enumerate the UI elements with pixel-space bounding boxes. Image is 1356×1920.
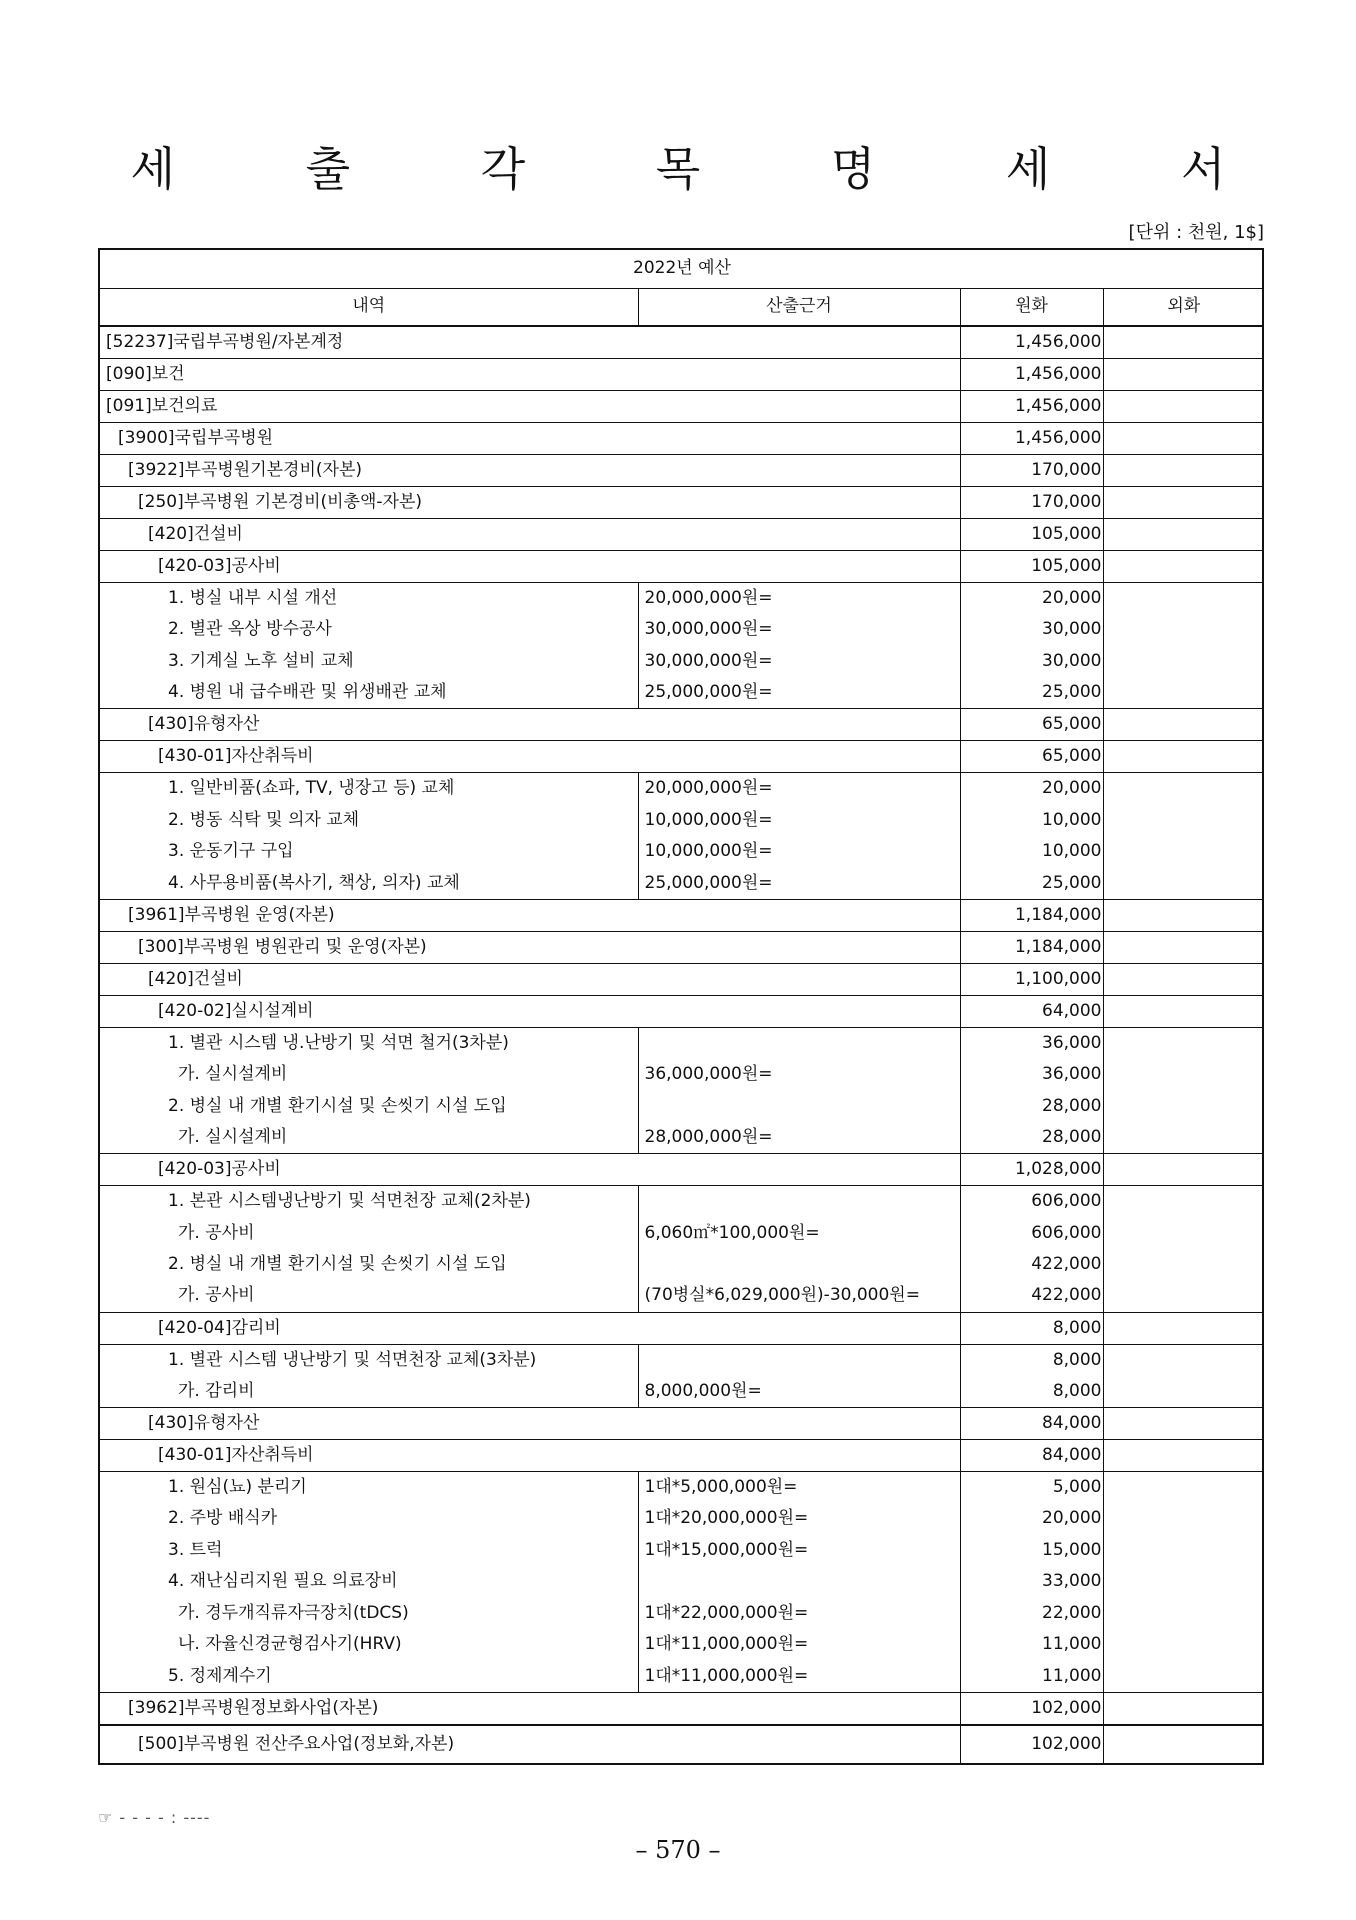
table-row — [100, 1725, 1264, 1763]
row-item: 가. 공사비 — [178, 1222, 255, 1243]
row-krw: 5,000 — [960, 1471, 1103, 1503]
table-row — [100, 931, 1264, 963]
row-krw: 8,000 — [960, 1376, 1103, 1408]
row-fx — [1103, 995, 1264, 1027]
row-fx — [1103, 1725, 1264, 1763]
row-item: 1. 본관 시스템냉난방기 및 석면천장 교체(2차분) — [100, 1186, 638, 1218]
row-basis: 28,000,000원= — [638, 1122, 960, 1154]
row-basis: 20,000,000원= — [638, 583, 960, 615]
row-basis — [638, 1344, 960, 1376]
row-fx — [1103, 423, 1264, 455]
row-krw: 20,000 — [960, 583, 1103, 615]
row-fx — [1103, 1090, 1264, 1122]
table-row — [100, 709, 1264, 741]
row-item: [420]건설비 — [100, 519, 960, 551]
row-fx — [1103, 773, 1264, 805]
row-item: [3900]국립부곡병원 — [100, 423, 960, 455]
row-fx — [1103, 455, 1264, 487]
row-fx — [1103, 487, 1264, 519]
table-row — [100, 1059, 1264, 1091]
row-fx — [1103, 741, 1264, 773]
row-fx — [1103, 836, 1264, 868]
row-fx — [1103, 1503, 1264, 1535]
column-header-item: 내역 — [100, 288, 638, 326]
row-item: [300]부곡병원 병원관리 및 운영(자본) — [100, 931, 960, 963]
row-fx — [1103, 1059, 1264, 1091]
row-item: [420]건설비 — [100, 963, 960, 995]
row-krw: 15,000 — [960, 1534, 1103, 1566]
table-row — [100, 1154, 1264, 1186]
table-row — [100, 1439, 1264, 1471]
table-row — [100, 1566, 1264, 1598]
row-fx — [1103, 963, 1264, 995]
column-header-fx: 외화 — [1103, 288, 1264, 326]
row-item: [430-01]자산취득비 — [100, 1439, 960, 1471]
row-fx — [1103, 1027, 1264, 1059]
row-krw: 22,000 — [960, 1598, 1103, 1630]
row-item: [420-03]공사비 — [100, 1154, 960, 1186]
row-krw: 1,100,000 — [960, 963, 1103, 995]
row-krw: 606,000 — [960, 1186, 1103, 1218]
row-krw: 105,000 — [960, 519, 1103, 551]
row-fx — [1103, 1692, 1264, 1725]
row-item: 가. 실시설계비 — [178, 1127, 288, 1148]
row-item: [250]부곡병원 기본경비(비총액-자본) — [100, 487, 960, 519]
row-krw: 36,000 — [960, 1027, 1103, 1059]
table-row — [100, 1534, 1264, 1566]
row-item: 4. 사무용비품(복사기, 책상, 의자) 교체 — [168, 872, 460, 893]
row-basis: 10,000,000원= — [638, 836, 960, 868]
row-basis: 8,000,000원= — [638, 1376, 960, 1408]
column-header-basis: 산출근거 — [638, 288, 960, 326]
row-krw: 170,000 — [960, 455, 1103, 487]
row-krw: 1,456,000 — [960, 326, 1103, 359]
row-fx — [1103, 1280, 1264, 1312]
row-fx — [1103, 583, 1264, 615]
row-krw: 1,184,000 — [960, 899, 1103, 931]
row-item: 2. 병동 식탁 및 의자 교체 — [168, 809, 360, 830]
row-item: 3. 트럭 — [168, 1539, 223, 1560]
row-fx — [1103, 1439, 1264, 1471]
row-fx — [1103, 677, 1264, 709]
row-basis: 1대*15,000,000원= — [638, 1534, 960, 1566]
row-fx — [1103, 931, 1264, 963]
table-row — [100, 1407, 1264, 1439]
row-basis: 36,000,000원= — [638, 1059, 960, 1091]
table-row — [100, 773, 1264, 805]
table-row — [100, 1122, 1264, 1154]
row-item: [3961]부곡병원 운영(자본) — [100, 899, 960, 931]
table-row — [100, 359, 1264, 391]
document-title: 세 출 각 목 명 세 서 — [130, 142, 1284, 196]
row-fx — [1103, 1154, 1264, 1186]
row-fx — [1103, 1376, 1264, 1408]
row-item: 3. 운동기구 구입 — [168, 841, 294, 862]
row-basis: (70병실*6,029,000원)-30,000원= — [638, 1280, 960, 1312]
row-krw: 11,000 — [960, 1629, 1103, 1661]
row-item: [500]부곡병원 전산주요사업(정보화,자본) — [100, 1725, 960, 1763]
row-item: 나. 자율신경균형검사기(HRV) — [178, 1634, 402, 1655]
row-fx — [1103, 1249, 1264, 1281]
row-item: 3. 기계실 노후 설비 교체 — [168, 650, 354, 671]
row-basis: 1대*5,000,000원= — [638, 1471, 960, 1503]
row-krw: 84,000 — [960, 1439, 1103, 1471]
row-fx — [1103, 519, 1264, 551]
row-fx — [1103, 709, 1264, 741]
table-row — [100, 1027, 1264, 1059]
row-fx — [1103, 1312, 1264, 1344]
row-krw: 102,000 — [960, 1725, 1103, 1763]
row-krw: 1,028,000 — [960, 1154, 1103, 1186]
row-item: 2. 별관 옥상 방수공사 — [168, 619, 332, 640]
row-fx — [1103, 1566, 1264, 1598]
row-basis: 1대*20,000,000원= — [638, 1503, 960, 1535]
table-row — [100, 1629, 1264, 1661]
row-basis — [638, 1027, 960, 1059]
table-row — [100, 551, 1264, 583]
row-krw: 422,000 — [960, 1249, 1103, 1281]
row-fx — [1103, 1407, 1264, 1439]
row-basis: 30,000,000원= — [638, 646, 960, 678]
row-basis: 20,000,000원= — [638, 773, 960, 805]
table-row — [100, 899, 1264, 931]
table-row — [100, 487, 1264, 519]
row-fx — [1103, 804, 1264, 836]
row-item: [420-04]감리비 — [100, 1312, 960, 1344]
row-krw: 10,000 — [960, 836, 1103, 868]
table-row — [100, 1471, 1264, 1503]
budget-table-frame — [98, 248, 1264, 1765]
row-fx — [1103, 391, 1264, 423]
row-item: 1. 병실 내부 시설 개선 — [100, 583, 638, 615]
row-basis — [638, 1566, 960, 1598]
row-krw: 1,456,000 — [960, 359, 1103, 391]
table-row — [100, 614, 1264, 646]
row-krw: 30,000 — [960, 646, 1103, 678]
row-basis: 30,000,000원= — [638, 614, 960, 646]
row-item: 2. 병실 내 개별 환기시설 및 손씻기 시설 도입 — [168, 1254, 507, 1275]
row-krw: 170,000 — [960, 487, 1103, 519]
row-krw: 1,184,000 — [960, 931, 1103, 963]
table-row — [100, 963, 1264, 995]
table-row — [100, 677, 1264, 709]
row-basis: 6,060㎡*100,000원= — [638, 1217, 960, 1249]
row-krw: 65,000 — [960, 741, 1103, 773]
row-basis — [638, 1249, 960, 1281]
footnote: ☞ - - - - : ---- — [98, 1808, 211, 1827]
row-fx — [1103, 1661, 1264, 1693]
table-row — [100, 741, 1264, 773]
row-krw: 1,456,000 — [960, 391, 1103, 423]
row-item: [420-02]실시설계비 — [100, 995, 960, 1027]
page-number: – 570 – — [635, 1836, 721, 1864]
row-item: [090]보건 — [100, 359, 960, 391]
row-item: [420-03]공사비 — [100, 551, 960, 583]
table-row — [100, 1249, 1264, 1281]
table-row — [100, 1090, 1264, 1122]
row-krw: 105,000 — [960, 551, 1103, 583]
table-row — [100, 836, 1264, 868]
table-row — [100, 995, 1264, 1027]
row-basis: 1대*22,000,000원= — [638, 1598, 960, 1630]
column-header-krw: 원화 — [960, 288, 1103, 326]
row-krw: 84,000 — [960, 1407, 1103, 1439]
row-item: 가. 공사비 — [178, 1285, 255, 1306]
row-krw: 8,000 — [960, 1312, 1103, 1344]
budget-table — [100, 250, 1264, 1763]
table-row — [100, 646, 1264, 678]
table-row — [100, 868, 1264, 900]
row-krw: 606,000 — [960, 1217, 1103, 1249]
row-item: [3962]부곡병원정보화사업(자본) — [100, 1692, 960, 1725]
table-row — [100, 1661, 1264, 1693]
table-row — [100, 1503, 1264, 1535]
row-fx — [1103, 1629, 1264, 1661]
table-row — [100, 423, 1264, 455]
row-krw: 25,000 — [960, 677, 1103, 709]
row-basis: 1대*11,000,000원= — [638, 1629, 960, 1661]
budget-year-header: 2022년 예산 — [100, 250, 1264, 288]
row-krw: 64,000 — [960, 995, 1103, 1027]
row-fx — [1103, 326, 1264, 359]
row-item: [430]유형자산 — [100, 709, 960, 741]
row-fx — [1103, 1186, 1264, 1218]
row-basis: 1대*11,000,000원= — [638, 1661, 960, 1693]
row-item: 4. 재난심리지원 필요 의료장비 — [168, 1571, 398, 1592]
row-basis — [638, 1090, 960, 1122]
row-krw: 8,000 — [960, 1344, 1103, 1376]
row-item: 1. 별관 시스템 냉.난방기 및 석면 철거(3차분) — [100, 1027, 638, 1059]
row-fx — [1103, 899, 1264, 931]
row-krw: 30,000 — [960, 614, 1103, 646]
row-fx — [1103, 359, 1264, 391]
row-item: 2. 주방 배식카 — [168, 1508, 278, 1529]
row-krw: 28,000 — [960, 1122, 1103, 1154]
row-item: 가. 감리비 — [178, 1380, 255, 1401]
table-row — [100, 455, 1264, 487]
table-row — [100, 1280, 1264, 1312]
row-fx — [1103, 1122, 1264, 1154]
table-row — [100, 1186, 1264, 1218]
row-krw: 65,000 — [960, 709, 1103, 741]
row-krw: 1,456,000 — [960, 423, 1103, 455]
table-row — [100, 1217, 1264, 1249]
row-item: [430-01]자산취득비 — [100, 741, 960, 773]
row-item: [3922]부곡병원기본경비(자본) — [100, 455, 960, 487]
table-row — [100, 1312, 1264, 1344]
row-krw: 33,000 — [960, 1566, 1103, 1598]
unit-label: [단위 : 천원, 1$] — [1128, 222, 1264, 243]
row-krw: 20,000 — [960, 773, 1103, 805]
row-krw: 102,000 — [960, 1692, 1103, 1725]
row-fx — [1103, 614, 1264, 646]
row-item: 1. 일반비품(쇼파, TV, 냉장고 등) 교체 — [100, 773, 638, 805]
row-item: 2. 병실 내 개별 환기시설 및 손씻기 시설 도입 — [168, 1095, 507, 1116]
table-row — [100, 804, 1264, 836]
row-krw: 20,000 — [960, 1503, 1103, 1535]
row-fx — [1103, 646, 1264, 678]
table-row — [100, 326, 1264, 359]
table-row — [100, 583, 1264, 615]
row-krw: 422,000 — [960, 1280, 1103, 1312]
row-fx — [1103, 868, 1264, 900]
row-item: 1. 원심(뇨) 분리기 — [100, 1471, 638, 1503]
row-fx — [1103, 1598, 1264, 1630]
row-fx — [1103, 1344, 1264, 1376]
row-krw: 10,000 — [960, 804, 1103, 836]
row-basis — [638, 1186, 960, 1218]
row-krw: 25,000 — [960, 868, 1103, 900]
table-row — [100, 1692, 1264, 1725]
row-basis: 10,000,000원= — [638, 804, 960, 836]
table-row — [100, 1598, 1264, 1630]
row-item: 가. 실시설계비 — [178, 1064, 288, 1085]
table-row — [100, 519, 1264, 551]
row-fx — [1103, 1471, 1264, 1503]
row-fx — [1103, 551, 1264, 583]
row-item: 4. 병원 내 급수배관 및 위생배관 교체 — [168, 682, 447, 703]
row-item: [430]유형자산 — [100, 1407, 960, 1439]
row-krw: 11,000 — [960, 1661, 1103, 1693]
row-item: [091]보건의료 — [100, 391, 960, 423]
row-basis: 25,000,000원= — [638, 868, 960, 900]
row-basis: 25,000,000원= — [638, 677, 960, 709]
row-krw: 36,000 — [960, 1059, 1103, 1091]
row-item: 1. 별관 시스템 냉난방기 및 석면천장 교체(3차분) — [100, 1344, 638, 1376]
table-row — [100, 1376, 1264, 1408]
row-item: 가. 경두개직류자극장치(tDCS) — [178, 1602, 409, 1623]
row-fx — [1103, 1217, 1264, 1249]
table-row — [100, 1344, 1264, 1376]
row-fx — [1103, 1534, 1264, 1566]
row-item: [52237]국립부곡병원/자본계정 — [100, 326, 960, 359]
row-krw: 28,000 — [960, 1090, 1103, 1122]
row-item: 5. 정제계수기 — [168, 1665, 272, 1686]
table-row — [100, 391, 1264, 423]
